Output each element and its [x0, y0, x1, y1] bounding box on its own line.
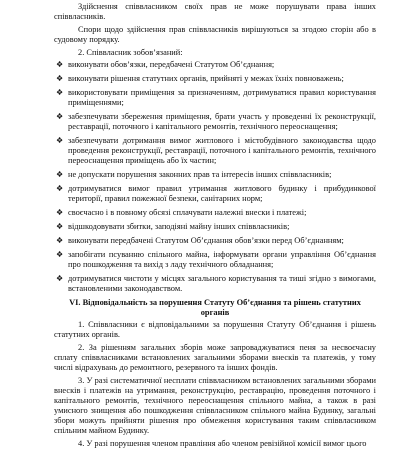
list-item-text: запобігати псуванню спільного майна, інформувати органи управління Об’єднання про пошкодження та вихід з ладу технічного обладнання; [68, 250, 376, 269]
diamond-bullet-icon: ❖ [56, 74, 64, 83]
diamond-bullet-icon: ❖ [56, 88, 64, 97]
list-item [54, 222, 376, 232]
list-item [54, 208, 376, 218]
list-item-text: забезпечувати збереження приміщення, брати участь у проведенні їх реконструкції, реставрації, поточного і капітального ремонтів, технічного переоснащення; [68, 112, 376, 131]
diamond-bullet-icon: ❖ [56, 274, 64, 283]
list-item-text: дотримуватися чистоти у місцях загального користування та тиші згідно з вимогами, встановленими законодавством. [68, 274, 376, 293]
diamond-bullet-icon: ❖ [56, 112, 64, 121]
list-item-text: дотримуватися вимог правил утримання житлового будинку і прибудинкової території, правил пожежної безпеки, санітарних норм; [68, 184, 376, 203]
diamond-bullet-icon: ❖ [56, 136, 64, 145]
list-item [54, 112, 376, 132]
list-item [54, 274, 376, 294]
diamond-bullet-icon: ❖ [56, 184, 64, 193]
diamond-bullet-icon: ❖ [56, 170, 64, 179]
paragraph-responsibility: 1. Співвласники є відповідальними за порушення Статуту Об’єднання і рішень статутних органів. [54, 320, 376, 339]
list-item [54, 136, 376, 166]
diamond-bullet-icon: ❖ [56, 250, 64, 259]
diamond-bullet-icon: ❖ [56, 222, 64, 231]
diamond-bullet-icon: ❖ [56, 208, 64, 217]
list-item-text: забезпечувати дотримання вимог житлового і містобудівного законодавства щодо проведення реконструкції, реставрації, поточного і капітального ремонтів, технічного переоснащення приміщень або їх частин; [68, 136, 376, 165]
list-item [54, 60, 376, 70]
subheading-obligations: 2. Співвласник зобов’язаний: [78, 48, 183, 57]
paragraph-rights-exercise: Здійснення співвласником своїх прав не може порушувати права інших співвласників. [54, 2, 376, 21]
list-item-text: своєчасно і в повному обсязі сплачувати належні внески і платежі; [68, 208, 307, 217]
paragraph-disputes: Спори щодо здійснення прав співвласників вирішуються за згодою сторін або в судовому порядку. [54, 25, 376, 44]
paragraph-penalty: 2. За рішенням загальних зборів може запроваджуватися пеня за несвоєчасну сплату співвласниками встановлених загальними зборами внесків та платежів, у тому числі відрахувань до ремонтного, резервного та інших фондів. [54, 343, 376, 372]
list-item [54, 250, 376, 270]
paragraph-board-violation: 4. У разі порушення членом правління або членом ревізійної комісії вимог цього [78, 439, 367, 448]
diamond-bullet-icon: ❖ [56, 60, 64, 69]
list-item [54, 236, 376, 246]
diamond-bullet-icon: ❖ [56, 236, 64, 245]
list-item-text: відшкодовувати збитки, заподіяні майну інших співвласників; [68, 222, 290, 231]
list-item [54, 74, 376, 84]
list-item-text: не допускати порушення законних прав та інтересів інших співвласників; [68, 170, 332, 179]
paragraph-restriction: 3. У разі систематичної несплати співвласником встановлених загальними зборами внесків і платежів на утримання, реконструкцію, реставрацію, проведення поточного і капітального ремонтів, технічного переоснащення спільного майна, а також в разі умисного знищення або пошкодження співвласником спільного майна Будинку, загальні збори можуть прийняти рішення про обмеження користування таким співвласником спільним майном Будинку. [54, 376, 376, 435]
list-item-text: виконувати передбачені Статутом Об’єднання обов’язки перед Об’єднанням; [68, 236, 344, 245]
list-item [54, 184, 376, 204]
list-item [54, 170, 376, 180]
section-heading: VI. Відповідальність за порушення Статуту Об’єднання та рішень статутних органів [69, 298, 361, 317]
list-item-text: використовувати приміщення за призначенням, дотримуватися правил користування приміщеннями; [68, 88, 376, 107]
list-item-text: виконувати обов’язки, передбачені Статутом Об’єднання; [68, 60, 275, 69]
list-item-text: виконувати рішення статутних органів, прийняті у межах їхніх повноважень; [68, 74, 344, 83]
obligations-list [54, 60, 376, 294]
list-item [54, 88, 376, 108]
